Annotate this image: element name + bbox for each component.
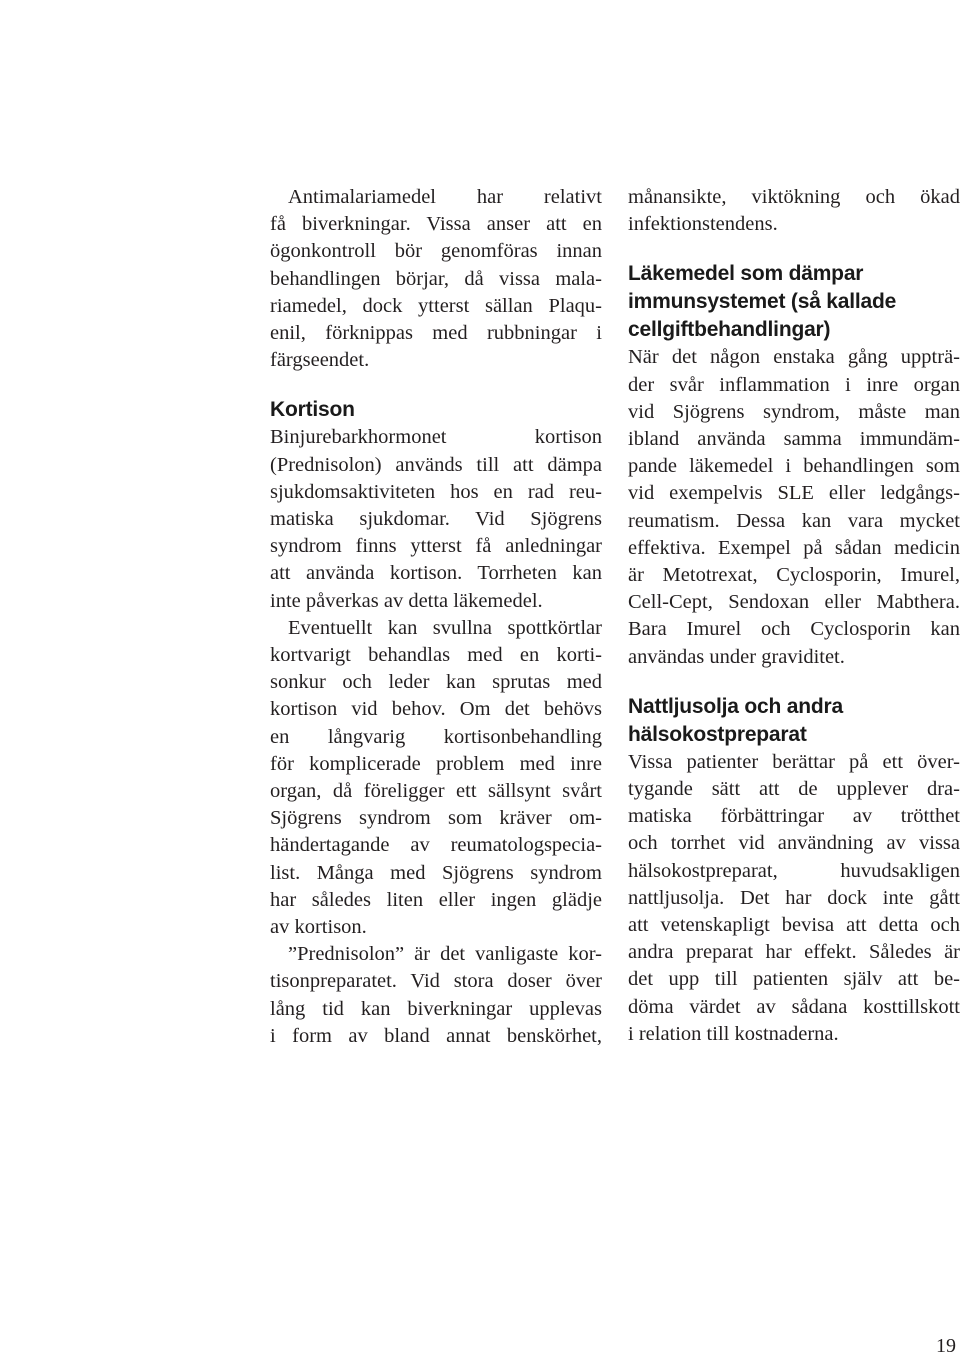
text-line: pande läkemedel i behandlingen som [628, 455, 960, 478]
text-line: hälsokostpreparat, huvudsakligen [628, 859, 960, 882]
text-line: händertagande av reumatologspecia- [270, 834, 602, 857]
text-line: har således liten eller ingen glädje [270, 888, 602, 911]
text-line: Cell-Cept, Sendoxan eller Mabthera. [628, 591, 960, 614]
text-line: kortvarigt behandlas med en korti- [270, 644, 602, 667]
text-line: riamedel, dock ytterst sällan Plaqu- [270, 294, 602, 317]
text-line: att vetenskapligt bevisa att detta och [628, 914, 960, 937]
text-line: sonkur och leder kan sprutas med [270, 671, 602, 694]
text-line: av kortison. [270, 916, 367, 939]
text-line: sjukdomsaktiviteten hos en rad reu- [270, 480, 602, 503]
text-line: organ, då föreligger ett sällsynt svårt [270, 780, 602, 803]
text-line: för komplicerade problem med inre [270, 752, 602, 775]
text-line: Eventuellt kan svullna spottkörtlar [288, 616, 602, 639]
text-line: Bara Imurel och Cyclosporin kan [628, 618, 960, 641]
right-column [628, 184, 960, 1048]
text-line: i relation till kostnaderna. [628, 1022, 839, 1045]
text-line: att använda kortison. Torrheten kan [270, 562, 602, 585]
text-line: behandlingen börjar, då vissa mala- [270, 267, 602, 290]
heading-line: hälsokostpreparat [628, 722, 807, 746]
text-line: enil, förknippas med rubbningar i [270, 322, 602, 345]
heading-line: Läkemedel som dämpar [628, 262, 864, 286]
text-line: vid Sjögrens syndrom, måste man [628, 400, 960, 423]
left-column [270, 184, 602, 1050]
heading-immunsystemet [628, 260, 960, 344]
text-line: Vissa patienter berättar på ett över- [628, 750, 960, 773]
text-line: effektiva. Exempel på sådan medicin [628, 536, 960, 559]
text-line: list. Många med Sjögrens syndrom [270, 861, 602, 884]
paragraph-antimalaria [270, 184, 602, 374]
text-line: ”Prednisolon” är det vanligaste kor- [288, 943, 602, 966]
paragraph-nattljusolja [628, 749, 960, 1048]
text-line: i form av bland annat benskörhet, [270, 1024, 602, 1047]
paragraph-continuation [628, 184, 960, 238]
heading-line: Nattljusolja och andra [628, 694, 843, 718]
text-line: kortison vid behov. Om det behövs [270, 698, 602, 721]
text-line: färgseendet. [270, 349, 370, 372]
paragraph-prednisolon [270, 941, 602, 1050]
text-line: matiska förbättringar av trötthet [628, 805, 960, 828]
heading-line: immunsystemet (så kallade [628, 290, 897, 314]
text-line: Sjögrens syndrom som kräver om- [270, 807, 602, 830]
text-line: syndrom finns ytterst få anledningar [270, 535, 602, 558]
heading-kortison: Kortison [270, 398, 355, 422]
text-line: tygande sätt att de upplever dra- [628, 778, 960, 801]
text-line: ibland använda samma immundäm- [628, 428, 960, 451]
heading-line: cellgiftbehandlingar) [628, 318, 831, 342]
page-number: 19 [936, 1335, 956, 1357]
text-line: infektionstendens. [628, 213, 778, 236]
text-line: Binjurebarkhormonet kortison [270, 426, 602, 449]
text-line: inte påverkas av detta läkemedel. [270, 589, 543, 612]
paragraph-immunsystemet [628, 344, 960, 670]
text-line: tisonpreparatet. Vid stora doser över [270, 970, 602, 993]
text-line: nattljusolja. Det har dock inte gått [628, 886, 960, 909]
text-line: andra preparat har effekt. Således är [628, 941, 960, 964]
text-line: matiska sjukdomar. Vid Sjögrens [270, 508, 602, 531]
heading-nattljusolja [628, 693, 960, 749]
text-line: det upp till patienten själv att be- [628, 968, 960, 991]
text-line: är Metotrexat, Cyclosporin, Imurel, [628, 564, 960, 587]
text-line: Antimalariamedel har relativt [288, 186, 602, 208]
text-line: få biverkningar. Vissa anser att en [270, 213, 602, 236]
text-line: När det någon enstaka gång uppträ- [628, 346, 960, 369]
paragraph-spottkortlar [270, 615, 602, 941]
text-line: lång tid kan biverkningar upplevas [270, 997, 602, 1020]
text-line: der svår inflammation i inre organ [628, 373, 960, 396]
text-line: (Prednisolon) används till att dämpa [270, 453, 602, 476]
text-line: en långvarig kortisonbehandling [270, 725, 602, 748]
text-line: användas under graviditet. [628, 645, 845, 668]
text-line: reumatism. Dessa kan vara mycket [628, 509, 960, 532]
text-line: döma värdet av sådana kosttillskott [628, 995, 960, 1018]
text-line: ögonkontroll bör genomföras innan [270, 240, 602, 263]
text-line: månansikte, viktökning och ökad [628, 186, 960, 208]
text-line: och torrhet vid användning av vissa [628, 832, 960, 855]
paragraph-kortison [270, 424, 602, 614]
text-line: vid exempelvis SLE eller ledgångs- [628, 482, 960, 505]
